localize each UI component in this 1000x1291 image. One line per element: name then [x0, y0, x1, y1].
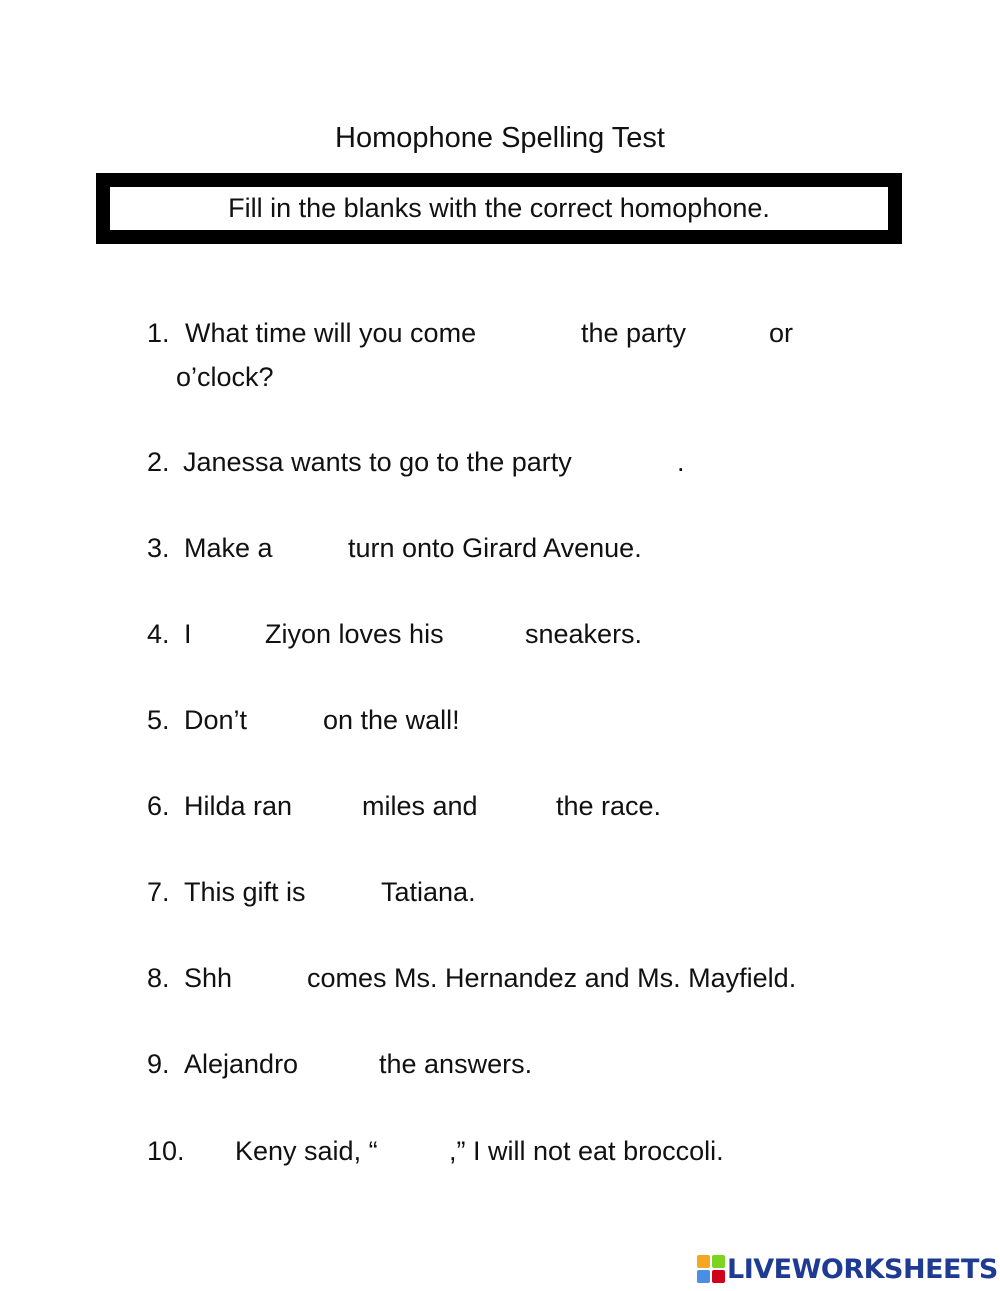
- question-text: turn onto Girard Avenue.: [348, 533, 642, 563]
- logo-square-4: [712, 1270, 725, 1283]
- question-number: 6.: [147, 791, 170, 821]
- logo-square-1: [697, 1255, 710, 1268]
- question-text: I: [184, 619, 192, 649]
- question-text: sneakers.: [525, 619, 643, 649]
- logo-square-2: [712, 1255, 725, 1268]
- instruction-box: [96, 173, 902, 244]
- logo-square-3: [697, 1270, 710, 1283]
- question-text: What time will you come: [185, 318, 477, 348]
- question-number: 10.: [147, 1136, 185, 1166]
- question-text: o’clock?: [176, 362, 274, 392]
- question-text: on the wall!: [323, 705, 460, 735]
- question-text: Don’t: [184, 705, 248, 735]
- question-number: 8.: [147, 963, 170, 993]
- question-number: 9.: [147, 1049, 170, 1079]
- question-text: the party: [581, 318, 687, 348]
- question-text: Make a: [184, 533, 273, 563]
- question-number: 5.: [147, 705, 170, 735]
- question-number: 2.: [147, 447, 170, 477]
- question-text: Ziyon loves his: [265, 619, 444, 649]
- question-text: Keny said, “: [235, 1136, 378, 1166]
- question-text: the race.: [556, 791, 662, 821]
- logo-icon: [697, 1255, 725, 1283]
- question-text: This gift is: [184, 877, 306, 907]
- question-text: Hilda ran: [184, 791, 293, 821]
- question-text: Alejandro: [184, 1049, 299, 1079]
- question-text: ,” I will not eat broccoli.: [449, 1136, 724, 1166]
- logo-text: LIVEWORKSHEETS: [727, 1253, 998, 1285]
- question-text: the answers.: [379, 1049, 533, 1079]
- question-text: Tatiana.: [381, 877, 476, 907]
- question-number: 3.: [147, 533, 170, 563]
- question-text: or: [769, 318, 794, 348]
- question-text: miles and: [362, 791, 478, 821]
- question-text: Janessa wants to go to the party: [183, 447, 572, 477]
- question-number: 1.: [147, 318, 170, 348]
- instruction-text: Fill in the blanks with the correct homophone.: [108, 185, 890, 232]
- liveworksheets-logo[interactable]: [697, 1252, 998, 1286]
- page-title: Homophone Spelling Test: [335, 122, 665, 154]
- question-number: 4.: [147, 619, 170, 649]
- question-number: 7.: [147, 877, 170, 907]
- question-text: .: [677, 447, 685, 477]
- question-text: comes Ms. Hernandez and Ms. Mayfield.: [307, 963, 797, 993]
- question-text: Shh: [184, 963, 233, 993]
